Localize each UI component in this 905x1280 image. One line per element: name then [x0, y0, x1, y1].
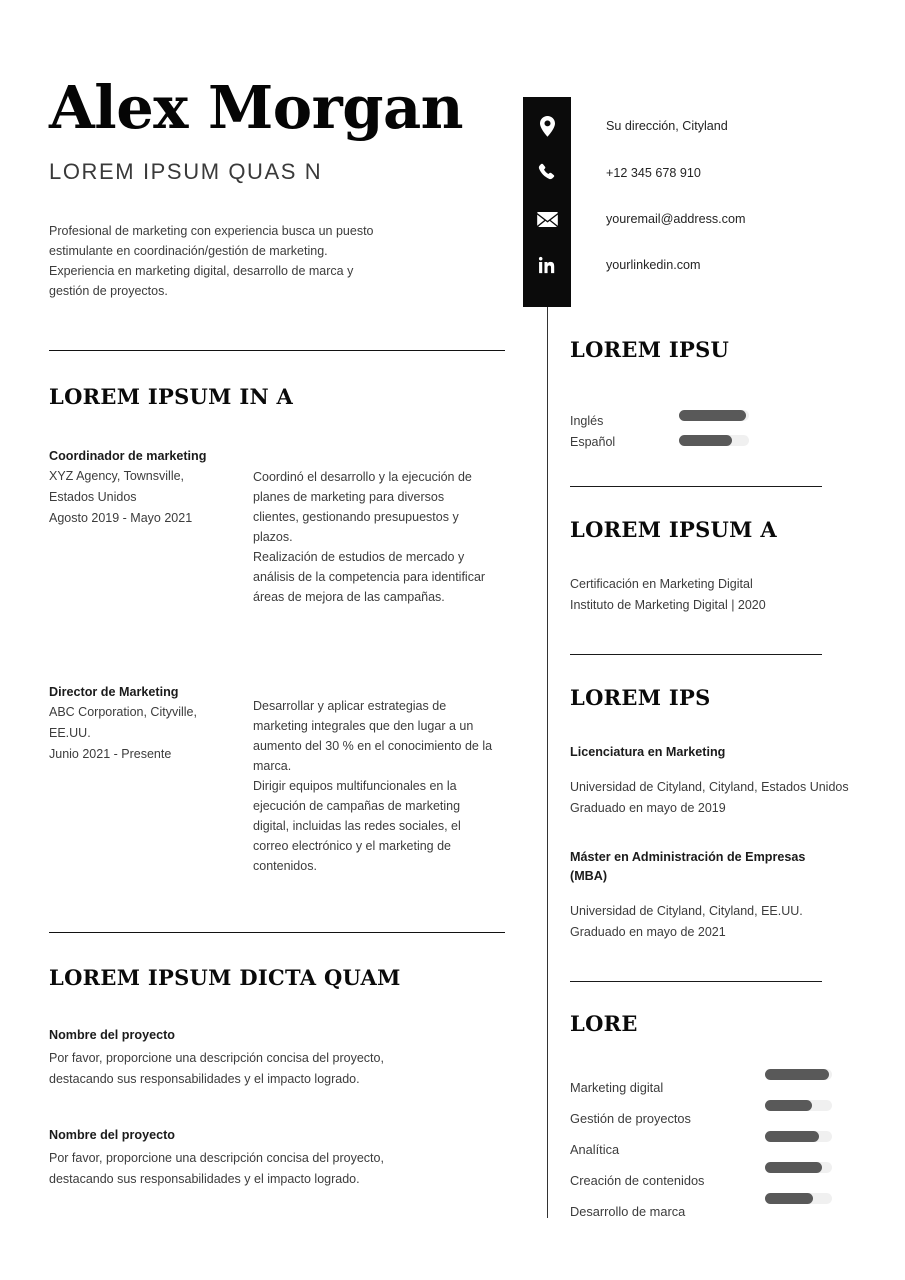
education-graduation: Graduado en mayo de 2021	[570, 925, 726, 939]
job-company: XYZ Agency, Townsville, Estados Unidos	[49, 469, 185, 504]
job-company: ABC Corporation, Cityville, EE.UU.	[49, 705, 197, 740]
experience-entry-right	[253, 447, 505, 607]
education-degree: Licenciatura en Marketing	[570, 745, 726, 759]
projects-section-title: LOREM IPSUM DICTA QUAM	[49, 965, 401, 990]
education-school: Universidad de Cityland, Cityland, Estados Unidos	[570, 780, 849, 794]
language-level-fill	[679, 435, 732, 446]
education-graduation: Graduado en mayo de 2019	[570, 801, 726, 815]
contact-linkedin[interactable]: yourlinkedin.com	[606, 258, 701, 272]
language-level-fill	[679, 410, 746, 421]
job-dates: Junio 2021 - Presente	[49, 747, 172, 761]
skill-level-bar	[765, 1131, 832, 1142]
skill-level-fill	[765, 1193, 813, 1204]
skill-level-fill	[765, 1069, 829, 1080]
skill-level-fill	[765, 1100, 812, 1111]
education-degree: Máster en Administración de Empresas (MBA)	[570, 850, 806, 883]
phone-icon	[523, 160, 571, 184]
skills-section-title: LORE	[570, 1011, 638, 1036]
skill-label: Analítica	[570, 1142, 620, 1157]
language-level-bar	[679, 410, 749, 421]
linkedin-icon	[523, 253, 571, 277]
job-role: Director de Marketing	[49, 685, 179, 699]
language-level-bar	[679, 435, 749, 446]
skill-label: Creación de contenidos	[570, 1173, 705, 1188]
envelope-icon	[523, 207, 571, 231]
column-divider	[547, 307, 548, 1218]
job-role: Coordinador de marketing	[49, 449, 207, 463]
skill-level-bar	[765, 1162, 832, 1173]
left-column	[49, 0, 505, 1190]
job-description: Coordinó el desarrollo y la ejecución de planes de marketing para diversos clientes, gestionando presupuestos y plazos. Realización de estudios de mercado y análisis de la competencia para identificar áreas de mejora de las campañas.	[253, 470, 486, 604]
job-description: Desarrollar y aplicar estrategias de marketing integrales que den lugar a un aumento del 30 % en el conocimiento de la marca. Dirigir equipos multifuncionales en la ejecución de campañas de marketing digital, incluidas las redes sociales, el correo electrónico y el marketing de contenidos.	[253, 699, 493, 873]
contact-phone[interactable]: +12 345 678 910	[606, 166, 701, 180]
project-name: Nombre del proyecto	[49, 1028, 175, 1042]
profile-summary: Profesional de marketing con experiencia busca un puesto estimulante en coordinación/gestión de marketing. Experiencia en marketing digital, desarrollo de marca y gestión de proyectos.	[49, 224, 374, 298]
location-pin-icon	[523, 114, 571, 138]
language-label: Inglés	[570, 414, 604, 428]
project-description: Por favor, proporcione una descripción concisa del proyecto, destacando sus responsabilidades y el impacto logrado.	[49, 1151, 384, 1186]
skill-label: Marketing digital	[570, 1080, 664, 1095]
job-dates: Agosto 2019 - Mayo 2021	[49, 511, 193, 525]
education-entry	[570, 743, 880, 819]
project-entry	[49, 1026, 505, 1090]
contact-email[interactable]: youremail@address.com	[606, 212, 746, 226]
experience-entry-left	[49, 447, 249, 607]
experience-entry	[49, 683, 505, 876]
skill-label: Desarrollo de marca	[570, 1204, 686, 1219]
languages-section-title: LOREM IPSU	[570, 337, 730, 362]
skill-level-bar	[765, 1069, 832, 1080]
contact-address: Su dirección, Cityland	[606, 119, 728, 133]
skill-level-fill	[765, 1162, 822, 1173]
experience-entry-left	[49, 683, 249, 876]
experience-entry	[49, 447, 505, 607]
education-section-title: LOREM IPS	[570, 685, 711, 710]
certification-name: Certificación en Marketing Digital	[570, 577, 753, 591]
experience-section-title: LOREM IPSUM IN A	[49, 384, 294, 409]
candidate-subtitle: LOREM IPSUM QUAS N	[49, 159, 323, 184]
certifications-section-title: LOREM IPSUM A	[570, 517, 777, 542]
skill-level-bar	[765, 1193, 832, 1204]
project-name: Nombre del proyecto	[49, 1128, 175, 1142]
contact-icon-strip	[523, 97, 571, 307]
education-entry	[570, 848, 880, 943]
certification-issuer: Instituto de Marketing Digital | 2020	[570, 598, 766, 612]
project-description: Por favor, proporcione una descripción concisa del proyecto, destacando sus responsabilidades y el impacto logrado.	[49, 1051, 384, 1086]
experience-entry-right	[253, 683, 505, 876]
project-entry	[49, 1126, 505, 1190]
language-label: Español	[570, 435, 616, 449]
right-column	[570, 0, 880, 1219]
skill-label: Gestión de proyectos	[570, 1111, 691, 1126]
education-school: Universidad de Cityland, Cityland, EE.UU.	[570, 904, 803, 918]
candidate-name: Alex Morgan	[49, 73, 464, 142]
skill-level-bar	[765, 1100, 832, 1111]
skill-level-fill	[765, 1131, 819, 1142]
